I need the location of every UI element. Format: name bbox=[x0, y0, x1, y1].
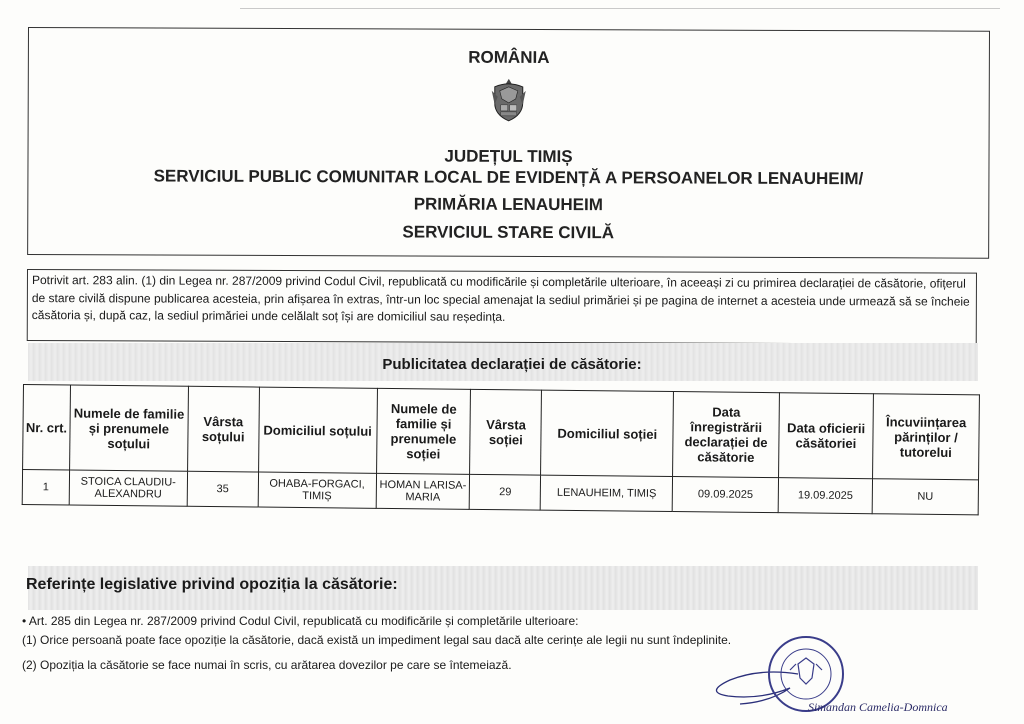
references-title: Referințe legislative privind opoziția la căsătorie: bbox=[26, 576, 398, 593]
signatory-name: Simandan Camelia-Domnica bbox=[808, 700, 948, 714]
column-header: Vârsta soției bbox=[470, 389, 542, 475]
column-header: Data oficierii căsătoriei bbox=[779, 393, 874, 479]
column-header: Data înregistrării declarației de căsătorie bbox=[673, 392, 780, 478]
publication-title: Publicitatea declarației de căsătorie: bbox=[382, 356, 642, 373]
county-title: JUDEȚUL TIMIȘ bbox=[444, 146, 573, 167]
table-cell: NU bbox=[872, 479, 978, 515]
column-header: Încuviințarea părinților / tutorelui bbox=[873, 394, 980, 480]
table-cell: 35 bbox=[187, 471, 258, 507]
table-cell: HOMAN LARISA-MARIA bbox=[376, 473, 470, 509]
reference-line: (2) Opoziția la căsătorie se face numai în scris, cu arătarea dovezilor pe care se întemeiază. bbox=[22, 658, 512, 672]
table-cell: 1 bbox=[22, 470, 69, 506]
column-header: Numele de familie și prenumele soțului bbox=[69, 385, 188, 471]
romania-coat-of-arms-icon bbox=[489, 77, 529, 123]
table-cell: STOICA CLAUDIU-ALEXANDRU bbox=[69, 470, 187, 506]
column-header: Domiciliul soțului bbox=[258, 387, 377, 473]
marriage-declaration-table bbox=[22, 384, 980, 515]
reference-line: • Art. 285 din Legea nr. 287/2009 privind Codul Civil, republicată cu modificările și completările ulterioare: bbox=[22, 614, 579, 628]
table-cell: 09.09.2025 bbox=[672, 477, 778, 513]
table-cell: 29 bbox=[470, 474, 541, 510]
scan-edge-line bbox=[240, 8, 1000, 9]
civil-status-title: SERVICIUL STARE CIVILĂ bbox=[402, 222, 615, 243]
table-cell: 19.09.2025 bbox=[778, 478, 872, 514]
country-title: ROMÂNIA bbox=[468, 47, 550, 68]
column-header: Vârsta soțului bbox=[187, 386, 259, 472]
reference-line: (1) Orice persoană poate face opoziție la căsătorie, dacă există un impediment legal sau dacă alte cerințe ale legii nu sunt îndeplinite. bbox=[22, 633, 732, 647]
service-title: SERVICIUL PUBLIC COMUNITAR LOCAL DE EVIDENȚĂ A PERSOANELOR LENAUHEIM/ bbox=[153, 166, 864, 189]
townhall-title: PRIMĂRIA LENAUHEIM bbox=[413, 194, 603, 215]
column-header: Numele de familie și prenumele soției bbox=[376, 388, 471, 474]
column-header: Nr. crt. bbox=[23, 385, 71, 471]
column-header: Domiciliul soției bbox=[541, 390, 674, 476]
document-header bbox=[27, 27, 990, 259]
legal-intro-text: Potrivit art. 283 alin. (1) din Legea nr. 287/2009 privind Codul Civil, republicată cu modificările și completările ulterioare, în aceeași zi cu primirea declarației de căsătorie, ofițerul de stare civilă dispune publicarea acesteia, prin afișarea în extras, într-un loc special amenajat la sediul primăriei și pe pagina de internet a acesteia unde urmează să se încheie căsătoria și, după caz, la sediul primăriei unde celălalt soț își are domiciliul sau reședința. bbox=[27, 269, 977, 345]
table-cell: LENAUHEIM, TIMIȘ bbox=[541, 475, 673, 511]
table-cell: OHABA-FORGACI, TIMIȘ bbox=[258, 472, 376, 508]
table-header-row bbox=[23, 385, 980, 480]
